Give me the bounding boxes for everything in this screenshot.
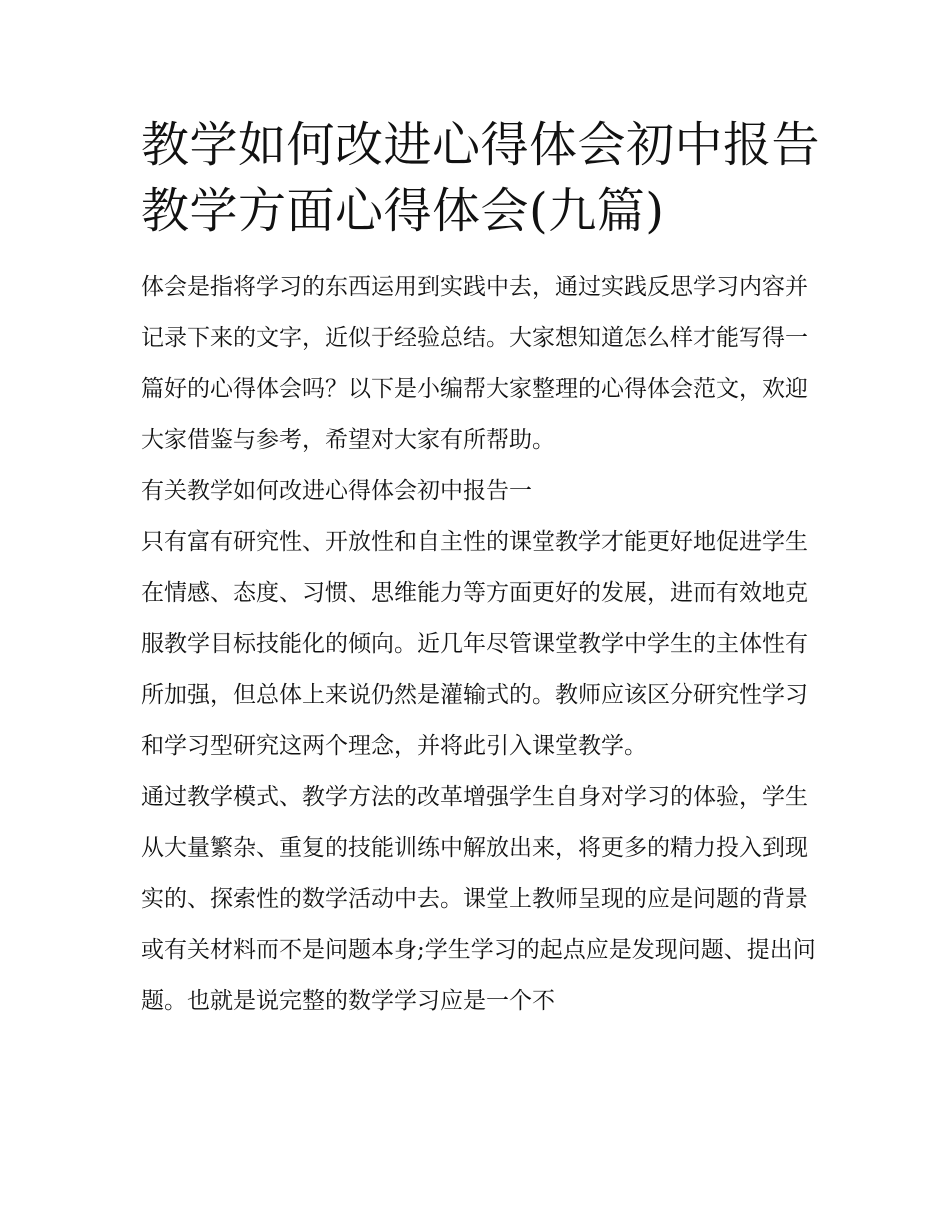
document-page [141, 112, 821, 1027]
body-paragraph-1: 只有富有研究性、开放性和自主性的课堂教学才能更好地促进学生在情感、态度、习惯、思维能力等方面更好的发展，进而有效地克服教学目标技能化的倾向。近几年尽管课堂教学中学生的主体性有所加强，但总体上来说仍然是灌输式的。教师应该区分研究性学习和学习型研究这两个理念，并将此引入课堂教学。 [141, 529, 808, 759]
section-heading: 有关教学如何改进心得体会初中报告一 [141, 478, 532, 504]
intro-paragraph: 体会是指将学习的东西运用到实践中去，通过实践反思学习内容并记录下来的文字，近似于经验总结。大家想知道怎么样才能写得一篇好的心得体会吗？以下是小编帮大家整理的心得体会范文，欢迎大家借鉴与参考，希望对大家有所帮助。 [141, 274, 808, 453]
body-paragraph-2: 通过教学模式、教学方法的改革增强学生自身对学习的体验，学生从大量繁杂、重复的技能训练中解放出来，将更多的精力投入到现实的、探索性的数学活动中去。课堂上教师呈现的应是问题的背景或有关材料而不是问题本身;学生学习的起点应是发现问题、提出问题。也就是说完整的数学学习应是一个不 [141, 784, 816, 1014]
document-title: 教学如何改进心得体会初中报告 教学方面心得体会(九篇) [141, 117, 821, 239]
